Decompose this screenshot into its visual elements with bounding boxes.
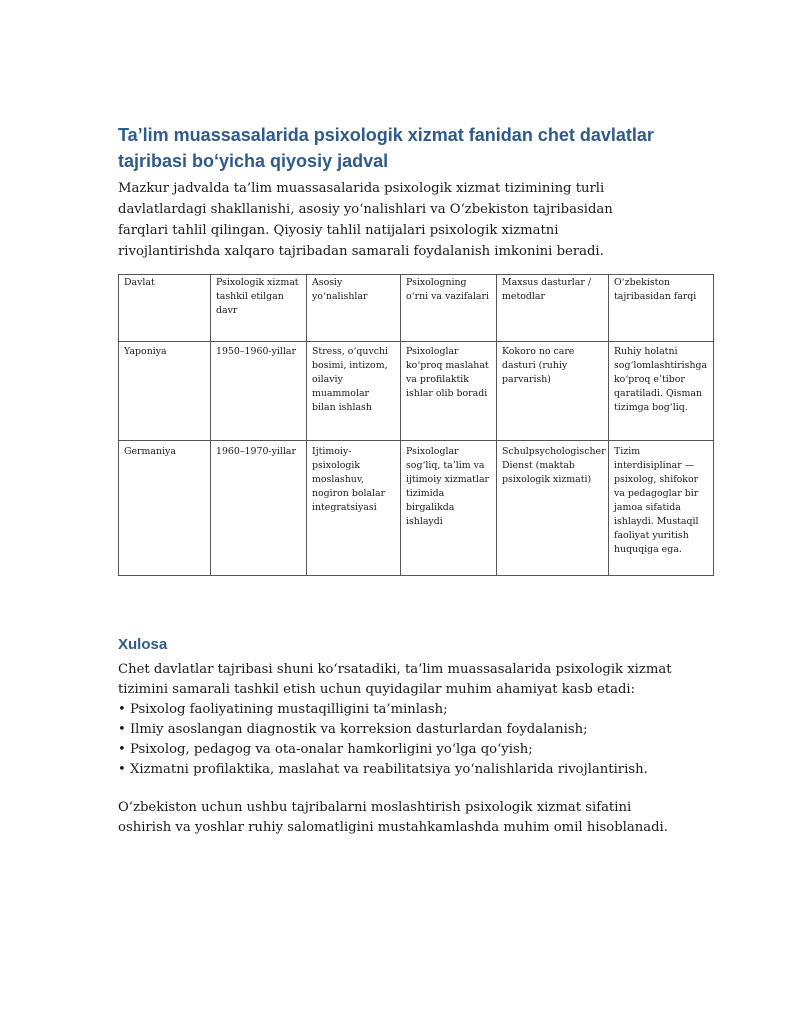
comparison-table bbox=[118, 274, 714, 576]
table-cell: Tizim interdisiplinar — psixolog, shifokor va pedagoglar bir jamoa sifatida ishlaydi. Mustaqil faoliyat yuritish huquqiga ega. bbox=[609, 441, 714, 576]
list-item: • Ilmiy asoslangan diagnostik va korreksion dasturlardan foydalanish; bbox=[118, 722, 588, 737]
table-cell: Psixologlar sog‘liq, ta’lim va ijtimoiy xizmatlar tizimida birgalikda ishlaydi bbox=[401, 441, 497, 576]
table-cell: Schulpsychologischer Dienst (maktab psixologik xizmati) bbox=[497, 441, 609, 576]
table-cell: Stress, o‘quvchi bosimi, intizom, oilaviy muammolar bilan ishlash bbox=[307, 342, 401, 441]
table-cell: Ijtimoiy-psixologik moslashuv, nogiron bolalar integratsiyasi bbox=[307, 441, 401, 576]
document-title: Ta’lim muassasalarida psixologik xizmat fanidan chet davlatlar tajribasi bo‘yicha qiyosiy jadval bbox=[118, 125, 654, 171]
conclusion-lead: Chet davlatlar tajribasi shuni ko‘rsatadiki, ta’lim muassasalarida psixologik xizmat tizimini samarali tashkil etish uchun quyidagilar muhim ahamiyat kasb etadi: bbox=[118, 662, 672, 697]
table-cell: 1960–1970-yillar bbox=[211, 441, 307, 576]
table-cell: Yaponiya bbox=[119, 342, 211, 441]
header-cell-programs: Maxsus dasturlar / metodlar bbox=[497, 275, 609, 342]
header-cell-difference: O‘zbekiston tajribasidan farqi bbox=[609, 275, 714, 342]
table-cell: 1950–1960-yillar bbox=[211, 342, 307, 441]
table-cell: Kokoro no care dasturi (ruhiy parvarish) bbox=[497, 342, 609, 441]
list-item: • Xizmatni profilaktika, maslahat va reabilitatsiya yo‘nalishlarida rivojlantirish. bbox=[118, 762, 648, 777]
conclusion-final-paragraph: O‘zbekiston uchun ushbu tajribalarni moslashtirish psixologik xizmat sifatini oshirish va yoshlar ruhiy salomatligini mustahkamlashda muhim omil hisoblanadi. bbox=[118, 800, 668, 835]
header-cell-directions: Asosiy yo‘nalishlar bbox=[307, 275, 401, 342]
list-item: • Psixolog faoliyatining mustaqilligini ta’minlash; bbox=[118, 702, 448, 717]
conclusion-heading: Xulosa bbox=[118, 636, 168, 653]
table-header-row bbox=[119, 275, 714, 342]
table-row bbox=[119, 441, 714, 576]
table-cell: Psixologlar ko‘proq maslahat va profilaktik ishlar olib boradi bbox=[401, 342, 497, 441]
table-cell: Ruhiy holatni sog‘lomlashtirishga ko‘proq e’tibor qaratiladi. Qisman tizimga bog‘liq. bbox=[609, 342, 714, 441]
header-cell-country: Davlat bbox=[119, 275, 211, 342]
intro-paragraph: Mazkur jadvalda ta’lim muassasalarida psixologik xizmat tizimining turli davlatlardagi shakllanishi, asosiy yo‘nalishlari va O‘zbekiston tajribasidan farqlari tahlil qilingan. Qiyosiy tahlil natijalari psixologik xizmatni rivojlantirishda xalqaro tajribadan samarali foydalanish imkonini beradi. bbox=[118, 181, 613, 259]
list-item: • Psixolog, pedagog va ota-onalar hamkorligini yo‘lga qo‘yish; bbox=[118, 742, 533, 757]
header-cell-role: Psixologning o‘rni va vazifalari bbox=[401, 275, 497, 342]
header-cell-period: Psixologik xizmat tashkil etilgan davr bbox=[211, 275, 307, 342]
table-cell: Germaniya bbox=[119, 441, 211, 576]
table-row bbox=[119, 342, 714, 441]
conclusion-bullet-list bbox=[118, 700, 718, 780]
document-page bbox=[118, 122, 718, 838]
